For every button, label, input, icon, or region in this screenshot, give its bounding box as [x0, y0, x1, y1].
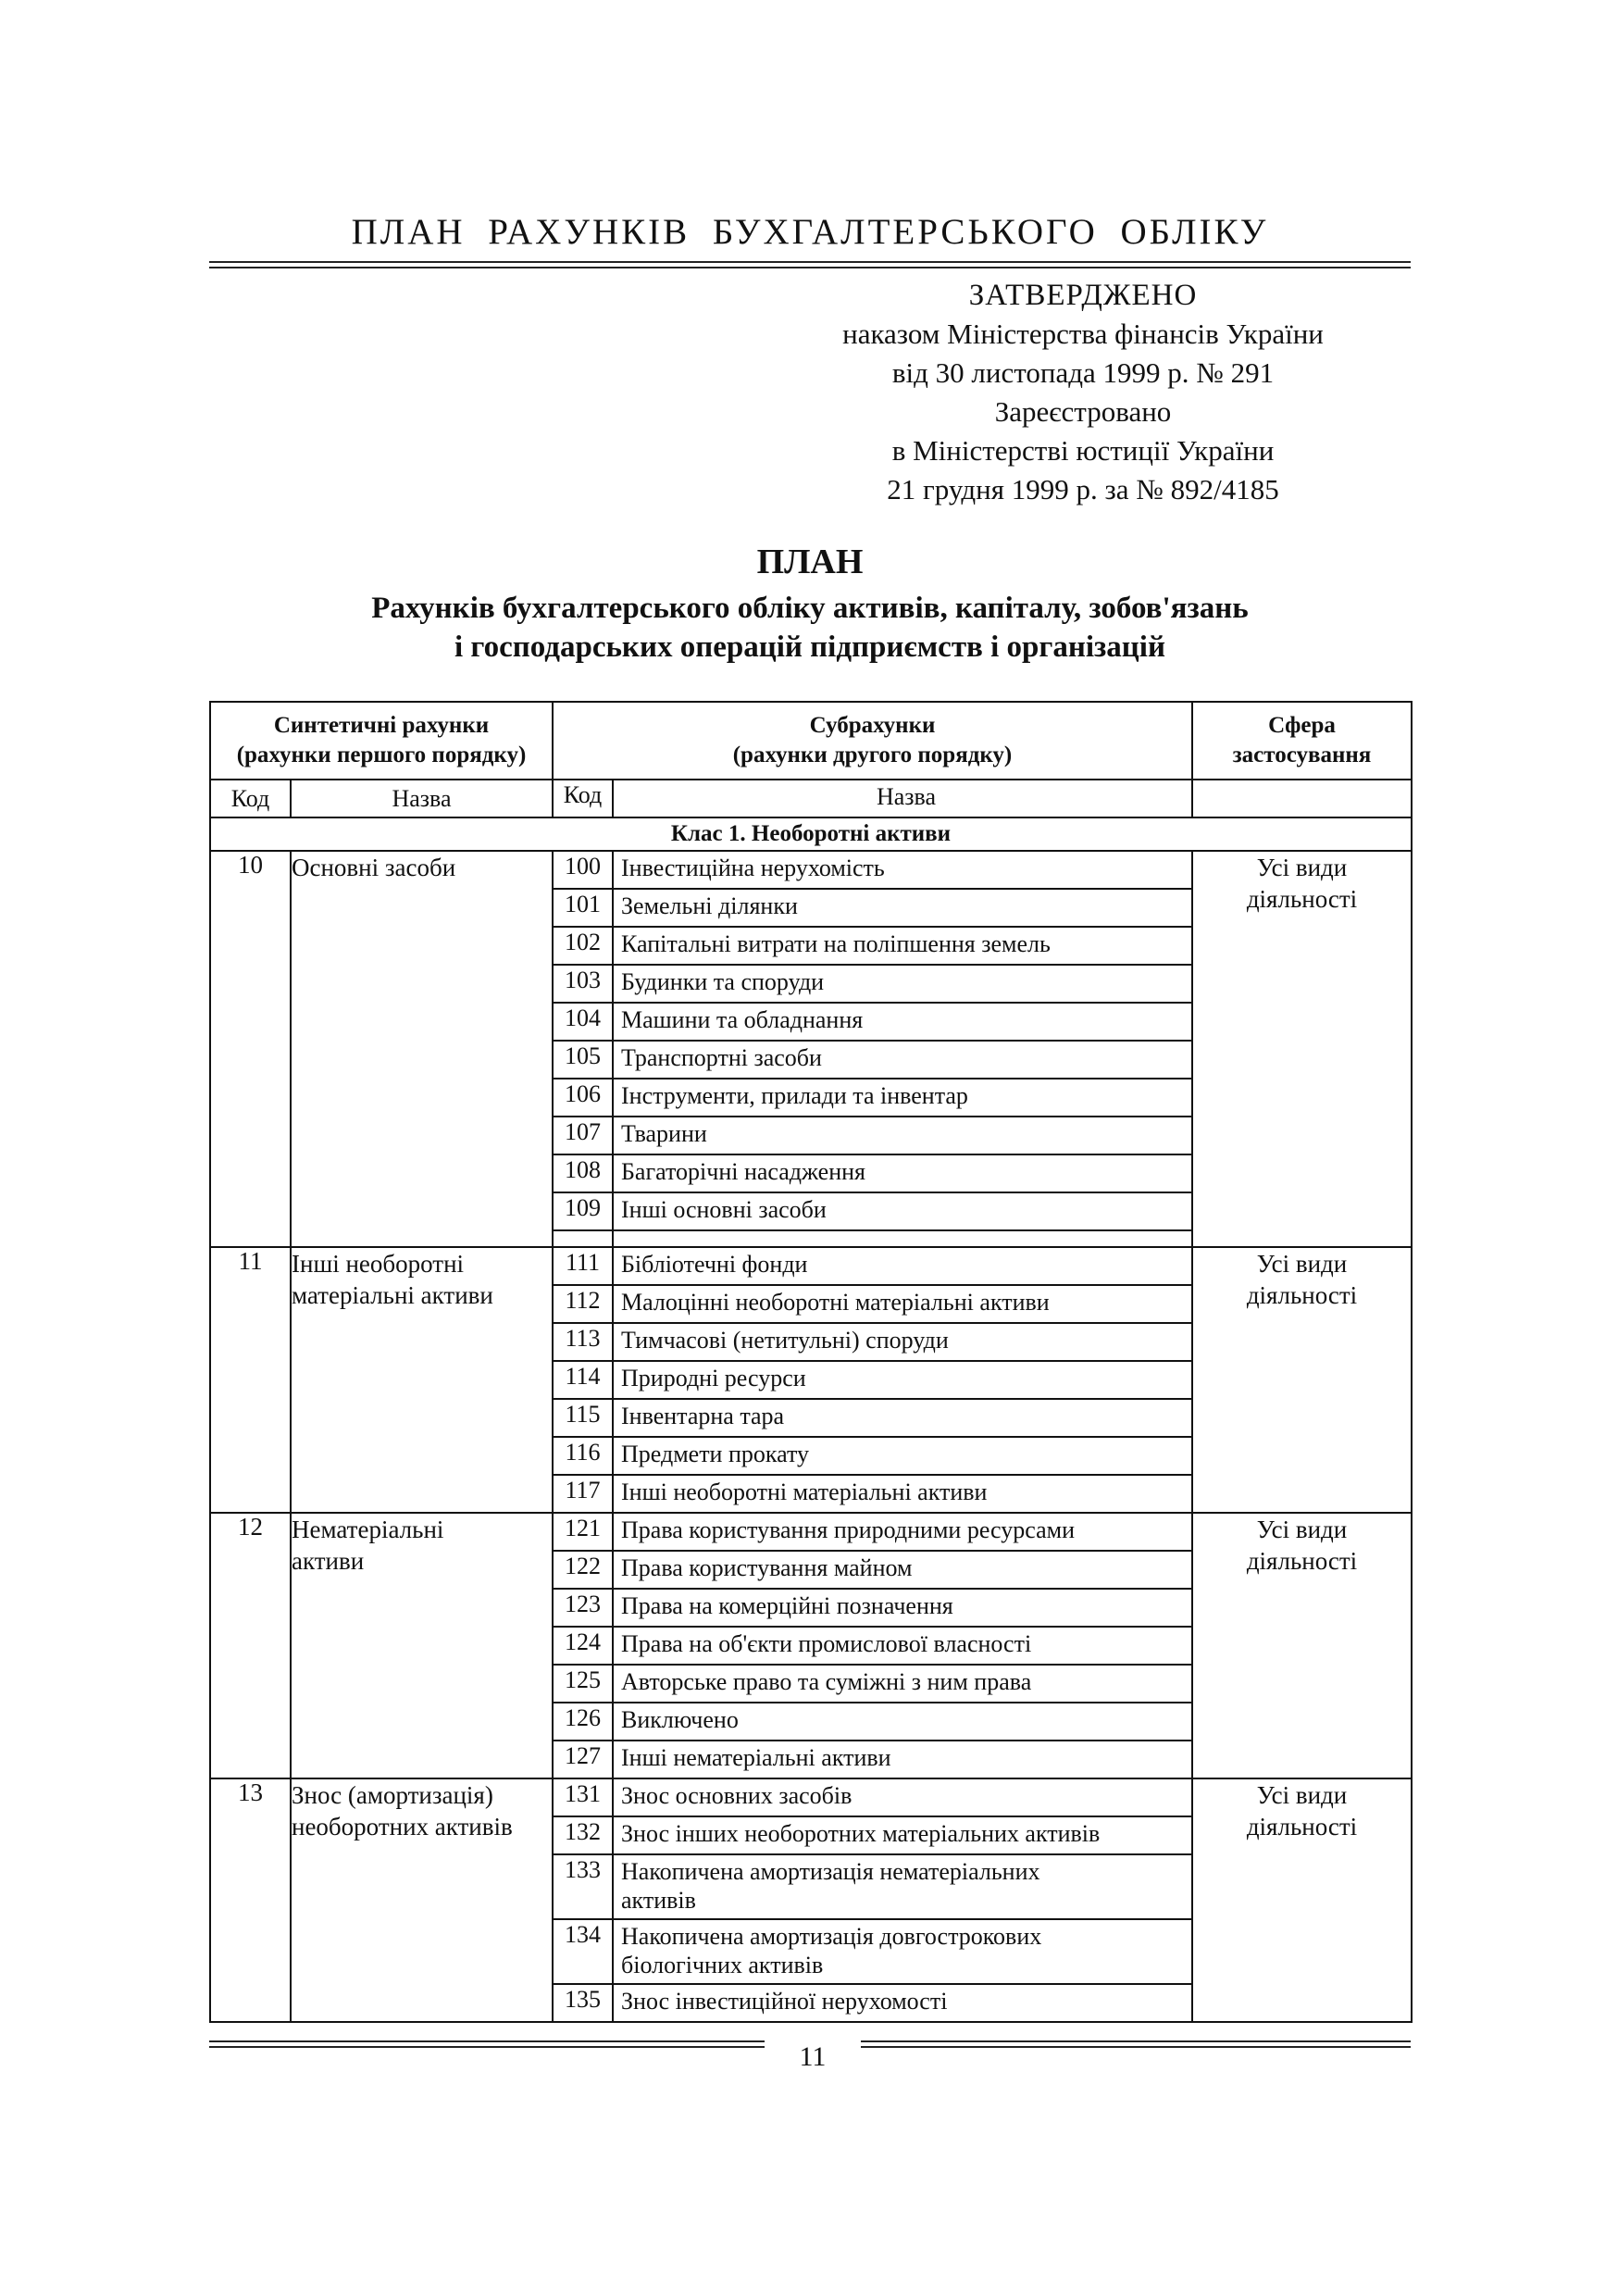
subaccount-name: Інвестиційна нерухомість	[613, 852, 1191, 889]
subaccount-row	[554, 1399, 1191, 1437]
subaccounts-table	[554, 852, 1191, 1246]
subaccounts-cell	[553, 1513, 1192, 1778]
subaccount-name: Машини та обладнання	[613, 1003, 1191, 1041]
footer-rule-left-top	[209, 2040, 765, 2042]
subaccount-row	[554, 1551, 1191, 1589]
subaccount-name: Інші нематеріальні активи	[621, 1744, 891, 1771]
subaccount-row	[554, 1437, 1191, 1475]
subaccount-code: 107	[554, 1117, 613, 1154]
subaccount-row	[554, 1665, 1191, 1703]
subaccount-row	[554, 1475, 1191, 1512]
header-sub-name: Назва	[876, 783, 937, 810]
subaccount-code: 103	[554, 965, 613, 1003]
subaccount-code: 109	[554, 1192, 613, 1230]
subaccount-code: 114	[554, 1361, 613, 1399]
subaccount-name: Багаторічні насадження	[613, 1154, 1191, 1192]
subaccount-row	[554, 1589, 1191, 1627]
subaccount-row	[554, 927, 1191, 965]
subaccount-code: 112	[554, 1285, 613, 1323]
subaccount-name: Земельні ділянки	[613, 889, 1191, 927]
subaccount-row	[554, 1741, 1191, 1778]
footer-rule-left-bottom	[209, 2046, 765, 2048]
header-sub-cell	[553, 780, 1192, 817]
header-scope-l2: застосування	[1232, 742, 1372, 767]
subaccount-name: Авторське право та суміжні з ним права	[613, 1665, 1191, 1703]
subaccount-row	[554, 1117, 1191, 1154]
scope-line: Усі види	[1256, 1516, 1348, 1543]
subaccount-code: 127	[554, 1741, 613, 1778]
subaccount-name: Малоцінні необоротні матеріальні активи	[613, 1285, 1191, 1323]
running-title: ПЛАН РАХУНКІВ БУХГАЛТЕРСЬКОГО ОБЛІКУ	[351, 212, 1269, 252]
scope-cell	[1192, 851, 1412, 1247]
header-code: Код	[210, 780, 291, 817]
subaccount-name: Інструменти, прилади та інвентар	[613, 1079, 1191, 1117]
plan-subtitle-line: Рахунків бухгалтерського обліку активів, капіталу, зобов'язань	[371, 592, 1249, 625]
approval-line: 21 грудня 1999 р. за № 892/4185	[887, 473, 1279, 505]
subaccount-name: Права користування природними ресурсами	[613, 1514, 1191, 1551]
subaccount-name: Природні ресурси	[613, 1361, 1191, 1399]
subaccount-row	[554, 1003, 1191, 1041]
subaccount-code: 124	[554, 1627, 613, 1665]
scope-cell	[1192, 1247, 1412, 1513]
footer-rule-right-bottom	[861, 2046, 1411, 2048]
header-sub-l1: Субрахунки	[809, 713, 936, 738]
subaccount-name: Тимчасові (нетитульні) споруди	[613, 1323, 1191, 1361]
header-scope-empty	[1192, 780, 1412, 817]
subaccount-row	[554, 852, 1191, 889]
subaccount-name: Інвентарна тара	[613, 1399, 1191, 1437]
header-sub-code: Код	[554, 780, 613, 817]
scope-line: діяльності	[1246, 1547, 1358, 1575]
subaccount-code: 100	[554, 852, 613, 889]
subaccount-name: Права на об'єкти промислової власності	[613, 1627, 1191, 1665]
subaccount-row	[554, 1285, 1191, 1323]
subaccount-code: 133	[554, 1854, 613, 1919]
subaccount-code: 115	[554, 1399, 613, 1437]
subaccount-name: Тварини	[613, 1117, 1191, 1154]
header-subaccounts	[553, 702, 1192, 780]
scope-line: Усі види	[1256, 1781, 1348, 1809]
account-name-line: активи	[292, 1547, 365, 1575]
subaccount-name: Інші основні засоби	[613, 1192, 1191, 1230]
subaccount-name: Знос інших необоротних матеріальних активів	[613, 1816, 1191, 1854]
subaccount-row	[554, 1248, 1191, 1285]
scope-line: діяльності	[1246, 885, 1358, 913]
subaccount-name: Транспортні засоби	[613, 1041, 1191, 1079]
page-number: 11	[799, 2041, 827, 2072]
approval-block	[759, 276, 1407, 509]
subaccount-row	[554, 965, 1191, 1003]
subaccount-code: 113	[554, 1323, 613, 1361]
header-synthetic-l1: Синтетичні рахунки	[273, 713, 490, 738]
subaccount-name: Предмети прокату	[613, 1437, 1191, 1475]
header-name: Назва	[291, 780, 553, 817]
subaccount-code: 108	[554, 1154, 613, 1192]
subaccount-name: Права користування майном	[613, 1551, 1191, 1589]
subaccount-code: 122	[554, 1551, 613, 1589]
subaccounts-cell	[553, 851, 1192, 1247]
group-spacer	[554, 1230, 1191, 1246]
accounts-table	[209, 701, 1413, 2023]
header-sub-l2: (рахунки другого порядку)	[732, 742, 1013, 767]
header-synthetic	[210, 702, 553, 780]
approval-head: ЗАТВЕРДЖЕНО	[968, 279, 1198, 312]
subaccount-code: 134	[554, 1919, 613, 1984]
subaccount-name	[613, 1919, 1191, 1984]
plan-subtitle-line: і господарських операцій підприємств і організацій	[454, 630, 1165, 664]
scope-line: Усі види	[1256, 1250, 1348, 1278]
scope-cell	[1192, 1513, 1412, 1778]
subaccount-name: Інші необоротні матеріальні активи	[621, 1479, 988, 1505]
account-code: 11	[210, 1247, 291, 1513]
subaccount-code: 102	[554, 927, 613, 965]
approval-line: Зареєстровано	[994, 395, 1172, 428]
account-name-line: необоротних активів	[292, 1813, 513, 1841]
header-rule-bottom	[209, 267, 1411, 268]
subaccount-row	[554, 1323, 1191, 1361]
subaccount-name-line: біологічних активів	[621, 1952, 824, 1978]
subaccount-code: 105	[554, 1041, 613, 1079]
account-name-line: матеріальні активи	[292, 1281, 493, 1309]
subaccount-code: 121	[554, 1514, 613, 1551]
subaccount-name-line: активів	[621, 1887, 696, 1914]
approval-line: в Міністерстві юстиції України	[891, 434, 1275, 467]
subaccount-name: Будинки та споруди	[613, 965, 1191, 1003]
subaccount-row	[554, 889, 1191, 927]
subaccount-name: Бібліотечні фонди	[613, 1248, 1191, 1285]
subaccount-row	[554, 1919, 1191, 1984]
subaccount-name-line: Накопичена амортизація довгострокових	[621, 1923, 1042, 1950]
account-name-line: Знос (амортизація)	[292, 1781, 493, 1809]
subaccount-code: 132	[554, 1816, 613, 1854]
scope-line: Усі види	[1256, 854, 1348, 881]
subaccount-code: 106	[554, 1079, 613, 1117]
subaccount-row	[554, 1192, 1191, 1230]
header-scope-l1: Сфера	[1268, 713, 1336, 738]
subaccount-row	[554, 1779, 1191, 1816]
subaccount-row	[554, 1703, 1191, 1741]
header-scope	[1192, 702, 1412, 780]
subaccount-name: Знос інвестиційної нерухомості	[621, 1988, 948, 2015]
subaccount-code: 125	[554, 1665, 613, 1703]
subaccount-name: Знос основних засобів	[613, 1779, 1191, 1816]
subaccount-code: 116	[554, 1437, 613, 1475]
subaccount-row	[554, 1627, 1191, 1665]
scope-line: діяльності	[1246, 1281, 1358, 1309]
account-code: 13	[210, 1778, 291, 2022]
subaccount-name: Права на комерційні позначення	[613, 1589, 1191, 1627]
subaccount-code: 123	[554, 1589, 613, 1627]
subaccounts-table	[554, 1779, 1191, 2021]
header-rule-top	[209, 261, 1411, 263]
account-code: 12	[210, 1513, 291, 1778]
subaccounts-table	[554, 1514, 1191, 1778]
subaccounts-table	[554, 1248, 1191, 1512]
subaccount-code: 131	[554, 1779, 613, 1816]
account-name	[291, 1778, 553, 2022]
subaccount-name: Виключено	[613, 1703, 1191, 1741]
subaccount-row	[554, 1079, 1191, 1117]
subaccount-row	[554, 1816, 1191, 1854]
subaccount-row	[554, 1854, 1191, 1919]
class-title: Клас 1. Необоротні активи	[210, 817, 1412, 851]
plan-subtitle	[208, 589, 1412, 667]
subaccount-row	[554, 1041, 1191, 1079]
scope-line: діяльності	[1246, 1813, 1358, 1841]
approval-line: від 30 листопада 1999 р. № 291	[891, 356, 1275, 389]
subaccount-code: 126	[554, 1703, 613, 1741]
account-name-line: Нематеріальні	[292, 1516, 444, 1543]
header-synthetic-l2: (рахунки першого порядку)	[236, 742, 527, 767]
subaccounts-cell	[553, 1247, 1192, 1513]
account-name-line: Інші необоротні	[292, 1250, 465, 1278]
approval-line: наказом Міністерства фінансів України	[842, 318, 1324, 350]
account-code: 10	[210, 851, 291, 1247]
subaccount-code: 104	[554, 1003, 613, 1041]
subaccount-name: Капітальні витрати на поліпшення земель	[613, 927, 1191, 965]
subaccount-name	[613, 1854, 1191, 1919]
plan-title: ПЛАН	[756, 543, 864, 581]
subaccount-row	[554, 1154, 1191, 1192]
account-name	[291, 1513, 553, 1778]
subaccount-row	[554, 1514, 1191, 1551]
subaccount-name-line: Накопичена амортизація нематеріальних	[621, 1858, 1040, 1885]
subaccount-code: 101	[554, 889, 613, 927]
header-sub-table	[554, 780, 1191, 817]
account-name: Основні засоби	[291, 851, 553, 1247]
account-name	[291, 1247, 553, 1513]
subaccount-code: 117	[554, 1475, 613, 1512]
subaccounts-cell	[553, 1778, 1192, 2022]
subaccount-code: 135	[554, 1984, 613, 2021]
footer-rule-right-top	[861, 2040, 1411, 2042]
subaccount-row	[554, 1361, 1191, 1399]
subaccount-code: 111	[554, 1248, 613, 1285]
subaccount-row	[554, 1984, 1191, 2021]
scope-cell	[1192, 1778, 1412, 2022]
